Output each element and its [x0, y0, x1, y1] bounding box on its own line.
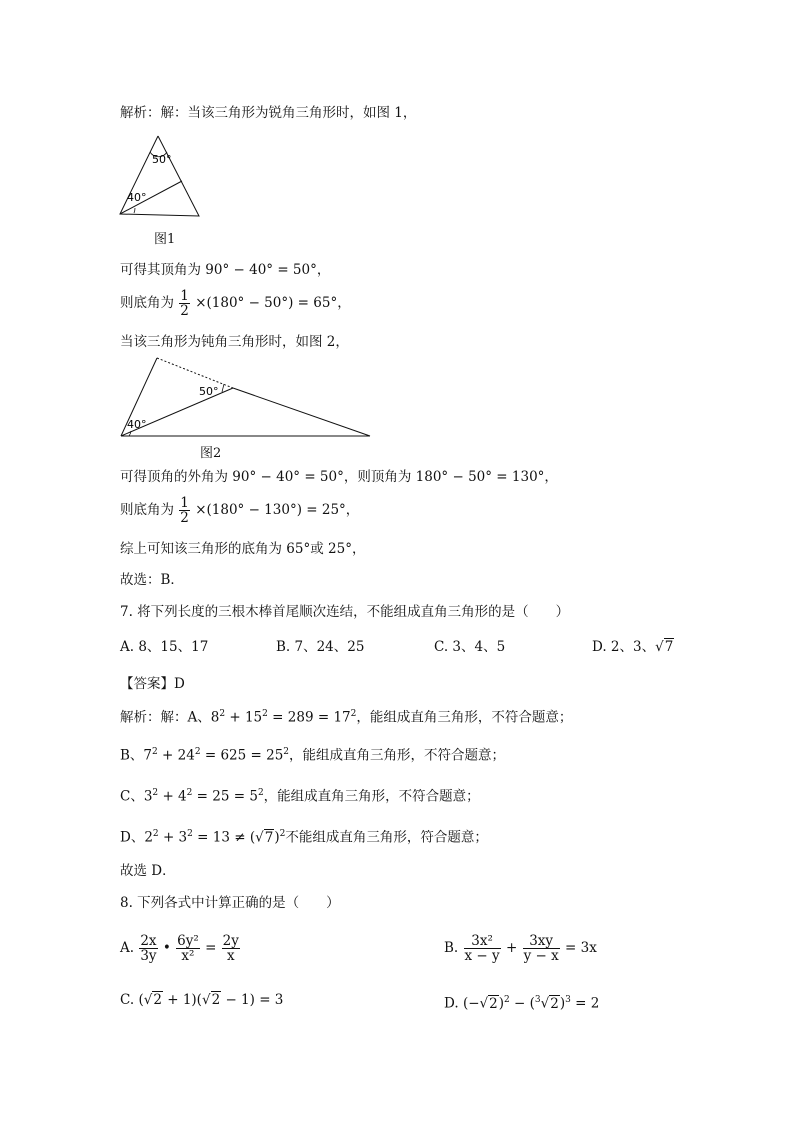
q7-option-c: C. 3、4、5 [434, 639, 506, 655]
figure-2-caption: 图2 [200, 446, 222, 461]
q7-analysis-a: 解析：解：A、$8^2 + 15^2 = 289 = 17^2$，能组成直角三角形，不符合题意； [120, 709, 573, 726]
question-8-stem: 8. 下列各式中计算正确的是（ ） [120, 895, 340, 911]
analysis-line-4: 当该三角形为钝角三角形时，如图 2， [120, 334, 349, 350]
analysis-line-5: 可得顶角的外角为 90° − 40° = 50°，则顶角为 180° − 50° = 130°， [120, 469, 558, 485]
question-7-stem: 7. 将下列长度的三根木棒首尾顺次连结，不能组成直角三角形的是（ ） [120, 604, 570, 620]
analysis-line-2: 可得其顶角为 90° − 40° = 50°， [120, 262, 331, 278]
analysis-line-6: 则底角为 $\frac{1}{2}$ ×(180° − 130°) = 25°， [120, 494, 360, 526]
fraction-one-half: $\frac{1}{2}$ [180, 494, 189, 526]
sqrt-sign: √ [255, 829, 264, 846]
figure-2-obtuse-triangle [115, 355, 375, 441]
q7-analysis-c: C、$3^2 + 4^2 = 25 = 5^2$，能组成直角三角形，不符合题意； [120, 788, 480, 805]
q7-answer: 【答案】D [120, 676, 185, 692]
figure-2-angle-top: 50° [199, 385, 219, 398]
sqrt-sign: √ [201, 992, 211, 1008]
fraction-one-half: $\frac{1}{2}$ [180, 287, 189, 319]
q8-option-c: C. (√2 + 1)(√2 − 1) = 3 [120, 992, 284, 1008]
q8-option-b: B. $\frac{\text{3x²}}{x - y}$ + $\frac{3xy}{y - x}$ = 3x [444, 932, 597, 964]
q7-analysis-d: D、$2^2 + 3^2 = 13 \ne (√7)^2$不能组成直角三角形，符合题意； [120, 829, 488, 846]
analysis-line-3: 则底角为 $\frac{1}{2}$ ×(180° − 50°) = 65°， [120, 287, 351, 319]
sqrt-sign: √ [655, 639, 664, 655]
sqrt-sign: √ [143, 992, 153, 1008]
sqrt-sign: √ [479, 995, 489, 1012]
analysis-line-7: 综上可知该三角形的底角为 65°或 25°， [120, 541, 366, 557]
analysis-line-8: 故选：B． [120, 572, 184, 588]
q7-analysis-b: B、$7^2 + 24^2 = 625 = 25^2$，能组成直角三角形，不符合题意； [120, 747, 506, 764]
figure-1-acute-triangle [115, 132, 205, 222]
q7-option-b: B. 7、24、25 [276, 639, 365, 655]
figure-1-caption: 图1 [154, 232, 176, 247]
q7-option-d: D. 2、3、√7 [592, 639, 674, 655]
sqrt-sign: √ [540, 995, 550, 1012]
figure-1-angle-left: 40° [127, 191, 147, 204]
analysis-line-1: 解析：解：当该三角形为锐角三角形时，如图 1， [120, 105, 417, 121]
figure-2-angle-left: 40° [127, 418, 147, 431]
q7-conclusion: 故选 D． [120, 863, 176, 879]
figure-1-angle-top: 50° [152, 153, 172, 166]
q7-option-a: A. 8、15、17 [120, 639, 209, 655]
q8-option-a: A. $\frac{2x}{3y}$ • $\frac{\text{6y²}}{\text{x²}}$ = $\frac{2y}{x}$ [120, 932, 239, 964]
q8-option-d: D. $(-√2)^2 - (^3√2)^3 = 2$ [444, 995, 600, 1012]
